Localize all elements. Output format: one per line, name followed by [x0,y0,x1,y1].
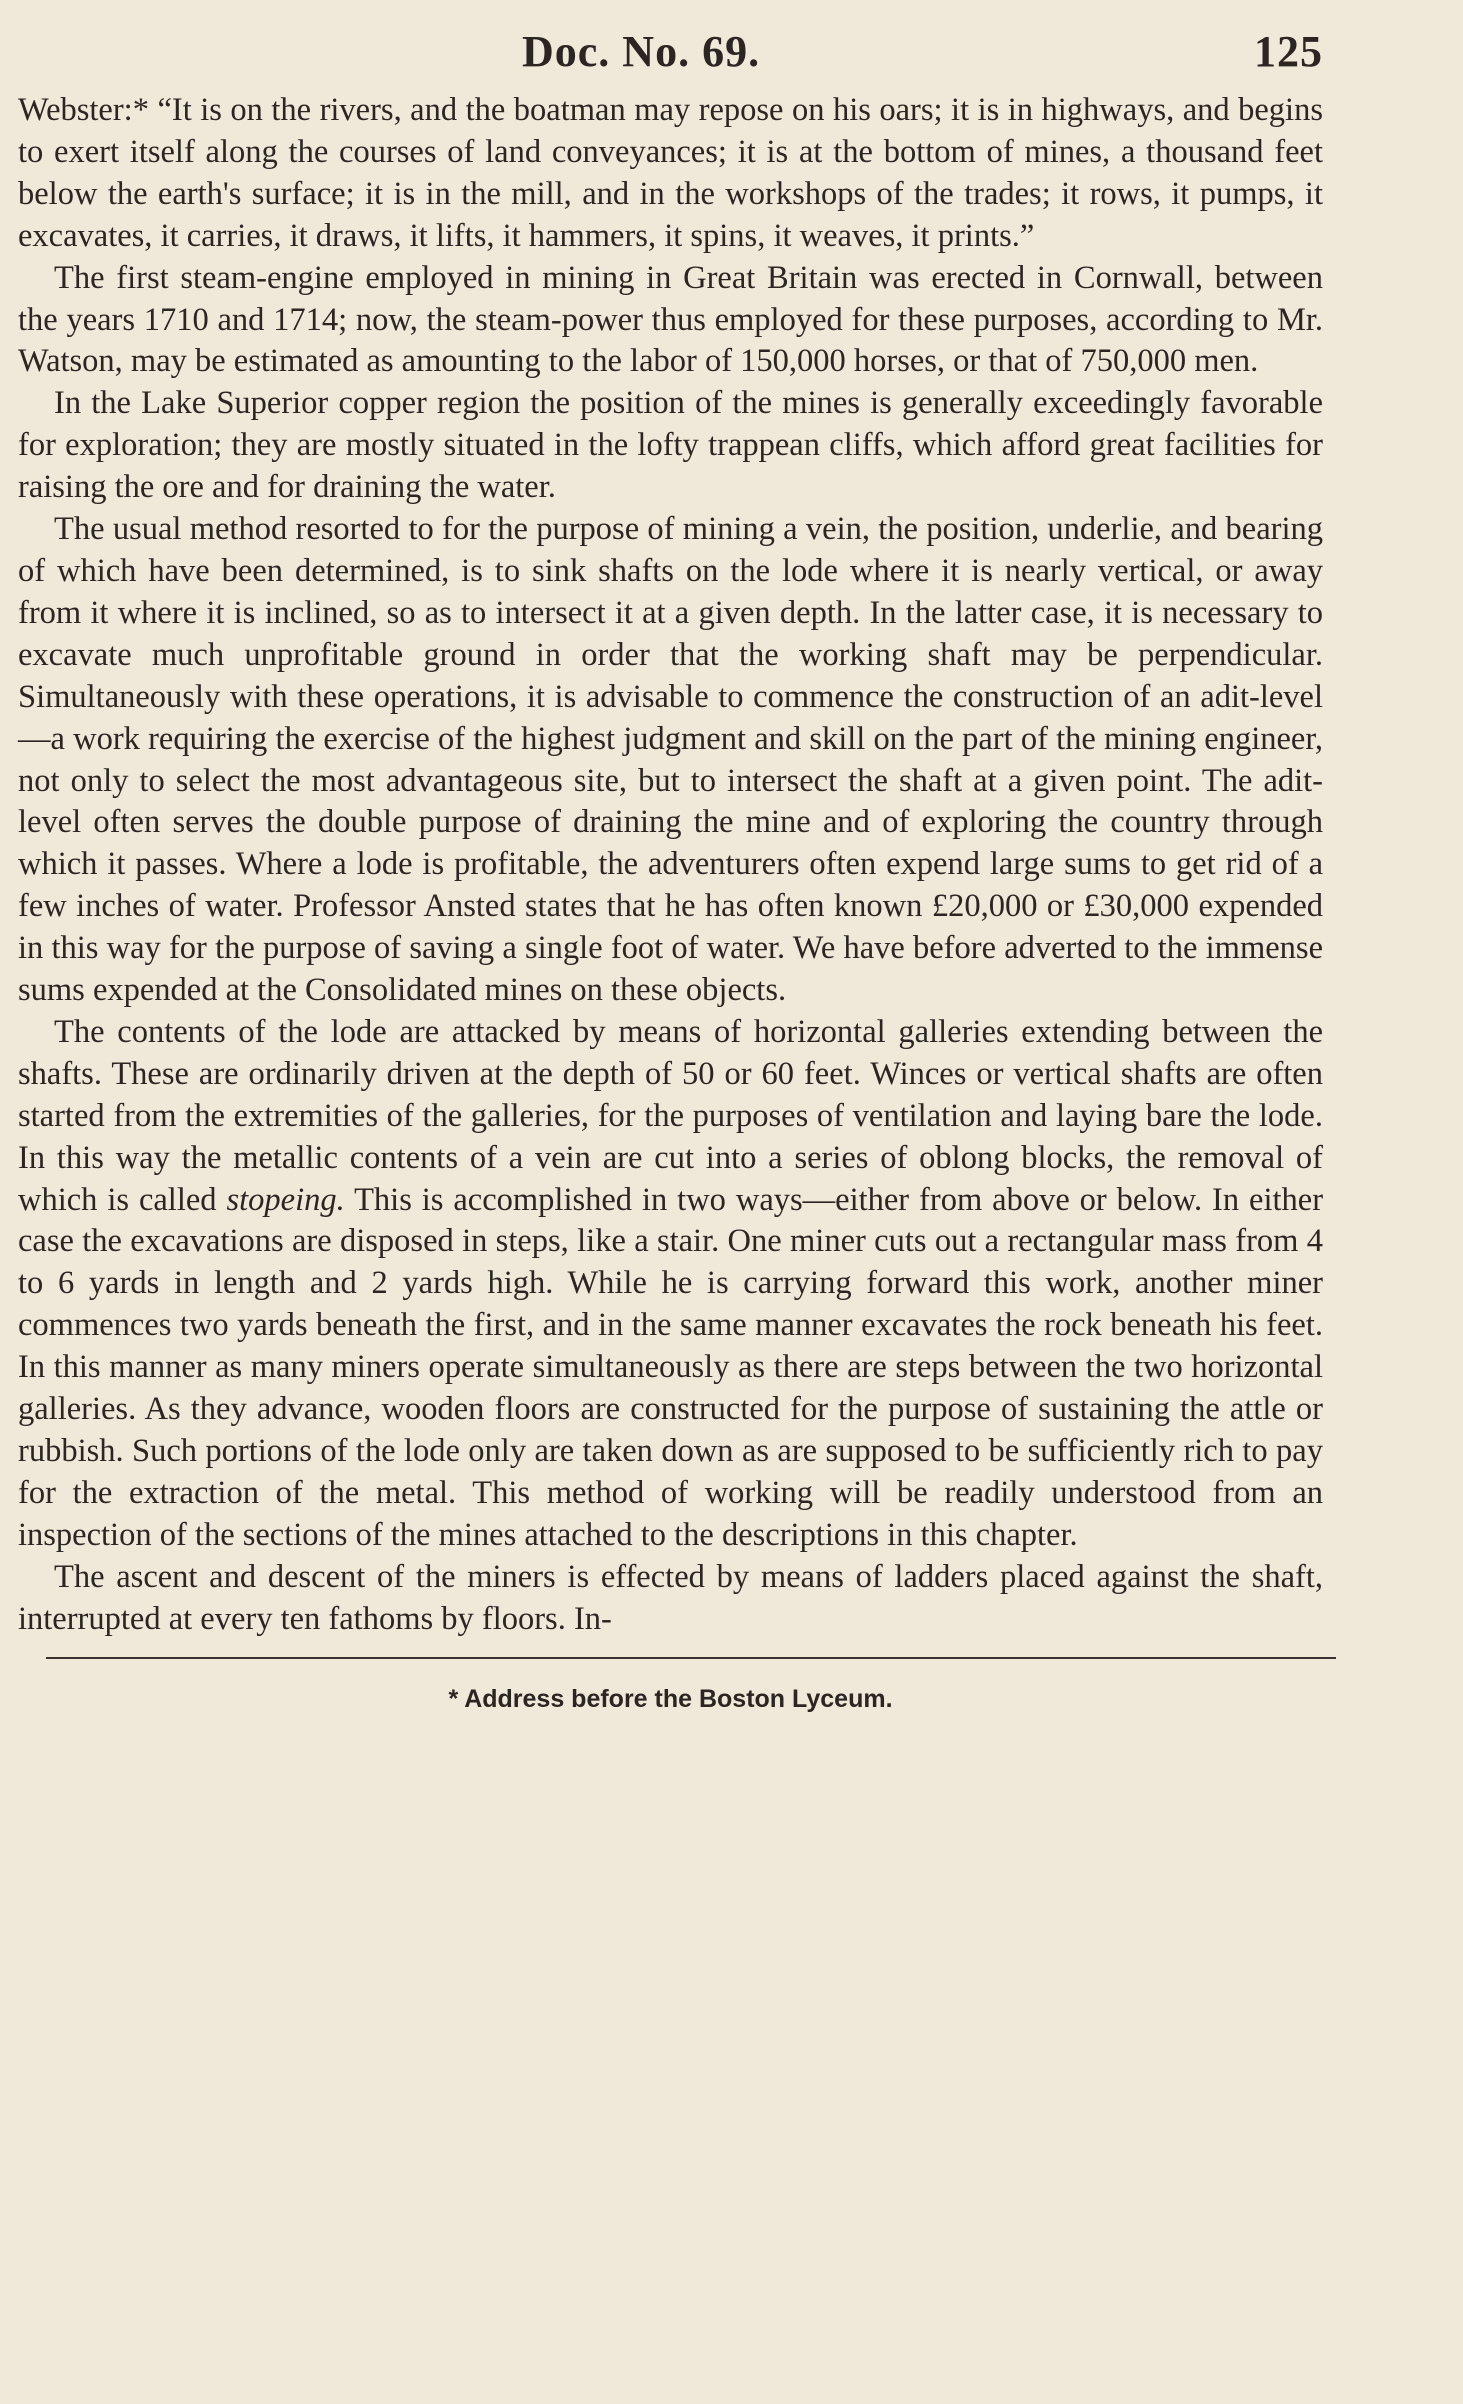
page-header [18,22,1323,90]
body-text [18,90,1323,1641]
footnote: * Address before the Boston Lyceum. [448,1684,893,1713]
document-number: Doc. No. 69. [522,27,761,76]
document-page [18,22,1323,1714]
footnote-divider [46,1657,1336,1659]
paragraph-steam-engine: The first steam-engine employed in mining in Great Britain was erected in Cornwall, between the years 1710 and 1714; now, the steam-power thus employed for these purposes, according to Mr. Watson, may be estimated as amounting to the labor of 150,000 horses, or that of 750,000 men. [18,259,1323,380]
paragraph-mining-method: The usual method resorted to for the purpose of mining a vein, the position, underlie, and bearing of which have been determined, is to sink shafts on the lode where it is nearly vertical, or away from it where it is inclined, so as to intersect it at a given depth. In the latter case, it is necessary to excavate much unprofitable ground in order that the working shaft may be perpendicular. Simultaneously with these operations, it is advisable to commence the construction of an adit-level—a work requiring the exercise of the highest judgment and skill on the part of the mining engineer, not only to select the most advantageous site, but to intersect the shaft at a given point. The adit-level often serves the double purpose of draining the mine and of exploring the country through which it passes. Where a lode is profitable, the adventurers often expend large sums to get rid of a few inches of water. Professor Ansted states that he has often known £20,000 or £30,000 expended in this way for the purpose of saving a single foot of water. We have before adverted to the immense sums expended at the Consolidated mines on these objects. [18,511,1323,1009]
emphasized-term: stopeing. [226,1181,345,1218]
paragraph-lode-contents [18,1012,1323,1557]
paragraph-webster-quote: Webster:* “It is on the rivers, and the boatman may repose on his oars; it is in highways, and begins to exert itself along the courses of land conveyances; it is at the bottom of mines, a thousand feet below the earth's surface; it is in the mill, and in the workshops of the trades; it rows, it pumps, it excavates, it carries, it draws, it lifts, it hammers, it spins, it weaves, it prints.” [18,92,1323,254]
paragraph-lake-superior: In the Lake Superior copper region the position of the mines is generally exceedingly favorable for exploration; they are mostly situated in the lofty trappean cliffs, which afford great facilities for raising the ore and for draining the water. [18,385,1323,506]
paragraph-ascent-descent: The ascent and descent of the miners is effected by means of ladders placed against the shaft, interrupted at every ten fathoms by floors. In- [18,1558,1323,1637]
paragraph-text: The contents of the lode are attacked by means of horizontal galleries extending between the shafts. These are ordinarily driven at the depth of 50 or 60 feet. Winces or vertical shafts are often started from the extremities of the galleries, for the purposes of ventilation and laying bare the lode. In this way the metallic contents of a vein are cut into a series of oblong blocks, the removal of which is called [18,1013,1323,1218]
page-number: 125 [1254,27,1323,76]
paragraph-text: This is accomplished in two ways—either from above or below. In either case the excavations are disposed in steps, like a stair. One miner cuts out a rectangular mass from 4 to 6 yards in length and 2 yards high. While he is carrying forward this work, another miner commences two yards beneath the first, and in the same manner excavates the rock beneath his feet. In this manner as many miners operate simultaneously as there are steps between the two horizontal galleries. As they advance, wooden floors are constructed for the purpose of sustaining the attle or rubbish. Such portions of the lode only are taken down as are supposed to be sufficiently rich to pay for the extraction of the metal. This method of working will be readily understood from an inspection of the sections of the mines attached to the descriptions in this chapter. [18,1181,1324,1553]
